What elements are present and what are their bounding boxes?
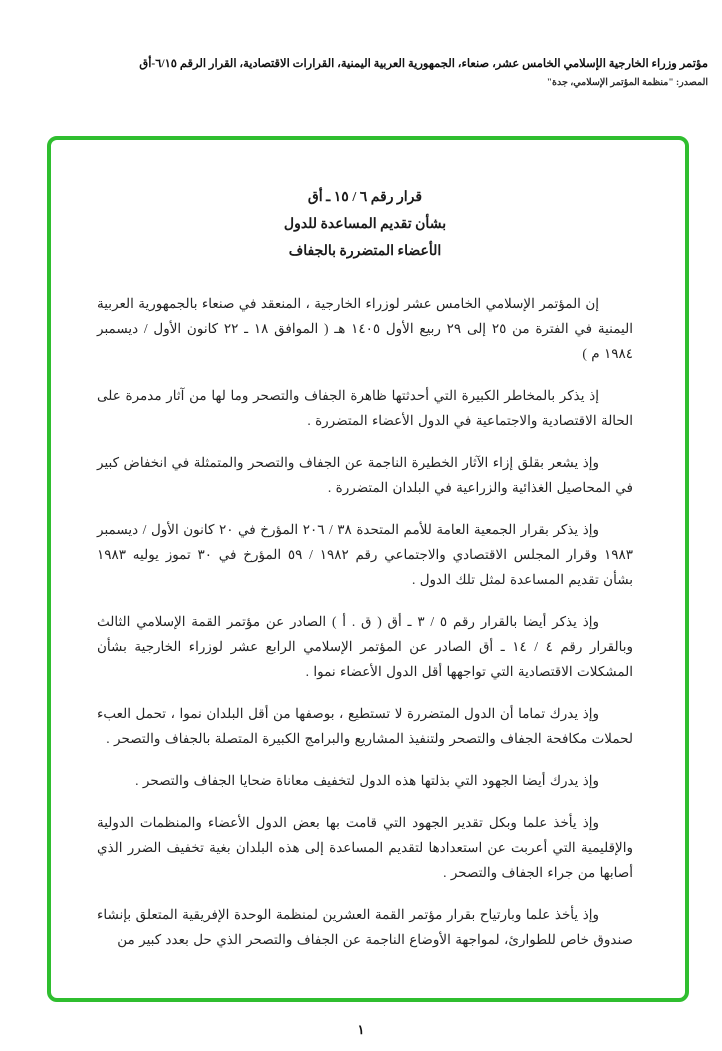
- paragraph-appreciation: وإذ يأخذ علما وبكل تقدير الجهود التي قامت بها بعض الدول الأعضاء والمنظمات الدولية والإقليمية التي أعربت عن استعدادها لتقديم المساعدة إلى هذه البلدان بغية تخفيف الضرر الذي أصابها من جراء الجفاف والتصحر .: [97, 815, 633, 880]
- header-source-line: المصدر: "منظمة المؤتمر الإسلامي، جدة": [546, 78, 708, 88]
- header-citation-line: مؤتمر وزراء الخارجية الإسلامي الخامس عشر، صنعاء، الجمهورية العربية اليمنية، القرارات الاقتصادية، القرار الرقم ٦/١٥-أق: [139, 58, 708, 70]
- paragraph-preamble: إن المؤتمر الإسلامي الخامس عشر لوزراء الخارجية ، المنعقد في صنعاء بالجمهورية العربية اليمنية في الفترة من ٢٥ إلى ٢٩ ربيع الأول ١٤٠٥ هـ ( الموافق ١٨ ـ ٢٢ كانون الأول / ديسمبر ١٩٨٤ م ): [97, 296, 633, 361]
- document-title-line-3: الأعضاء المتضررة بالجفاف: [288, 244, 442, 259]
- page-footer: [0, 1021, 722, 1039]
- paragraph-oau-summit: وإذ يأخذ علما وبارتياح بقرار مؤتمر القمة العشرين لمنظمة الوحدة الإفريقية المتعلق بإنشاء صندوق خاص للطوارئ، لمواجهة الأوضاع الناجمة عن الجفاف والتصحر الذي حل بعدد كبير من: [97, 907, 633, 947]
- document-title-line-2: بشأن تقديم المساعدة للدول: [283, 217, 447, 232]
- bibliographic-header: [16, 56, 708, 88]
- paragraph-concern-effects: وإذ يشعر بقلق إزاء الآثار الخطيرة الناجمة عن الجفاف والتصحر والمتمثلة في انخفاض كبير في المحاصيل الغذائية والزراعية في البلدان المتضررة .: [97, 455, 633, 495]
- paragraph-efforts-relief: وإذ يدرك أيضا الجهود التي بذلتها هذه الدول لتخفيف معاناة ضحايا الجفاف والتصحر .: [135, 773, 599, 788]
- document-title-line-1: قرار رقم ٦ / ١٥ ـ أق: [307, 190, 423, 205]
- document-title-block: [97, 184, 633, 265]
- paragraph-un-resolutions: وإذ يذكر بقرار الجمعية العامة للأمم المتحدة ٣٨ / ٢٠٦ المؤرخ في ٢٠ كانون الأول / ديسمبر ١٩٨٣ وقرار المجلس الاقتصادي والاجتماعي رقم ١٩٨٢ / ٥٩ المؤرخ في ٣٠ تموز يوليه ١٩٨٣ بشأن تقديم المساعدة لمثل تلك الدول .: [97, 522, 633, 587]
- paragraph-oic-resolutions: وإذ يذكر أيضا بالقرار رقم ٥ / ٣ ـ أق ( ق . أ ) الصادر عن مؤتمر القمة الإسلامي الثالث وبالقرار رقم ٤ / ١٤ ـ أق الصادر عن المؤتمر الإسلامي الرابع عشر لوزراء الخارجية بشأن المشكلات الاقتصادية التي تواجهها أقل الدول الأعضاء نموا .: [97, 614, 633, 679]
- document-scan-content: [51, 140, 685, 952]
- document-scan-frame: [47, 136, 689, 1002]
- page-number: ١: [357, 1022, 365, 1037]
- paragraph-recalling-dangers: إذ يذكر بالمخاطر الكبيرة التي أحدثتها ظاهرة الجفاف والتصحر وما لها من آثار مدمرة على الحالة الاقتصادية والاجتماعية في الدول الأعضاء المتضررة .: [97, 388, 633, 428]
- paragraph-least-developed: وإذ يدرك تماما أن الدول المتضررة لا تستطيع ، بوصفها من أقل البلدان نموا ، تحمل العبء لحملات مكافحة الجفاف والتصحر ولتنفيذ المشاريع والبرامج الكبيرة المتصلة بالجفاف والتصحر .: [97, 706, 633, 746]
